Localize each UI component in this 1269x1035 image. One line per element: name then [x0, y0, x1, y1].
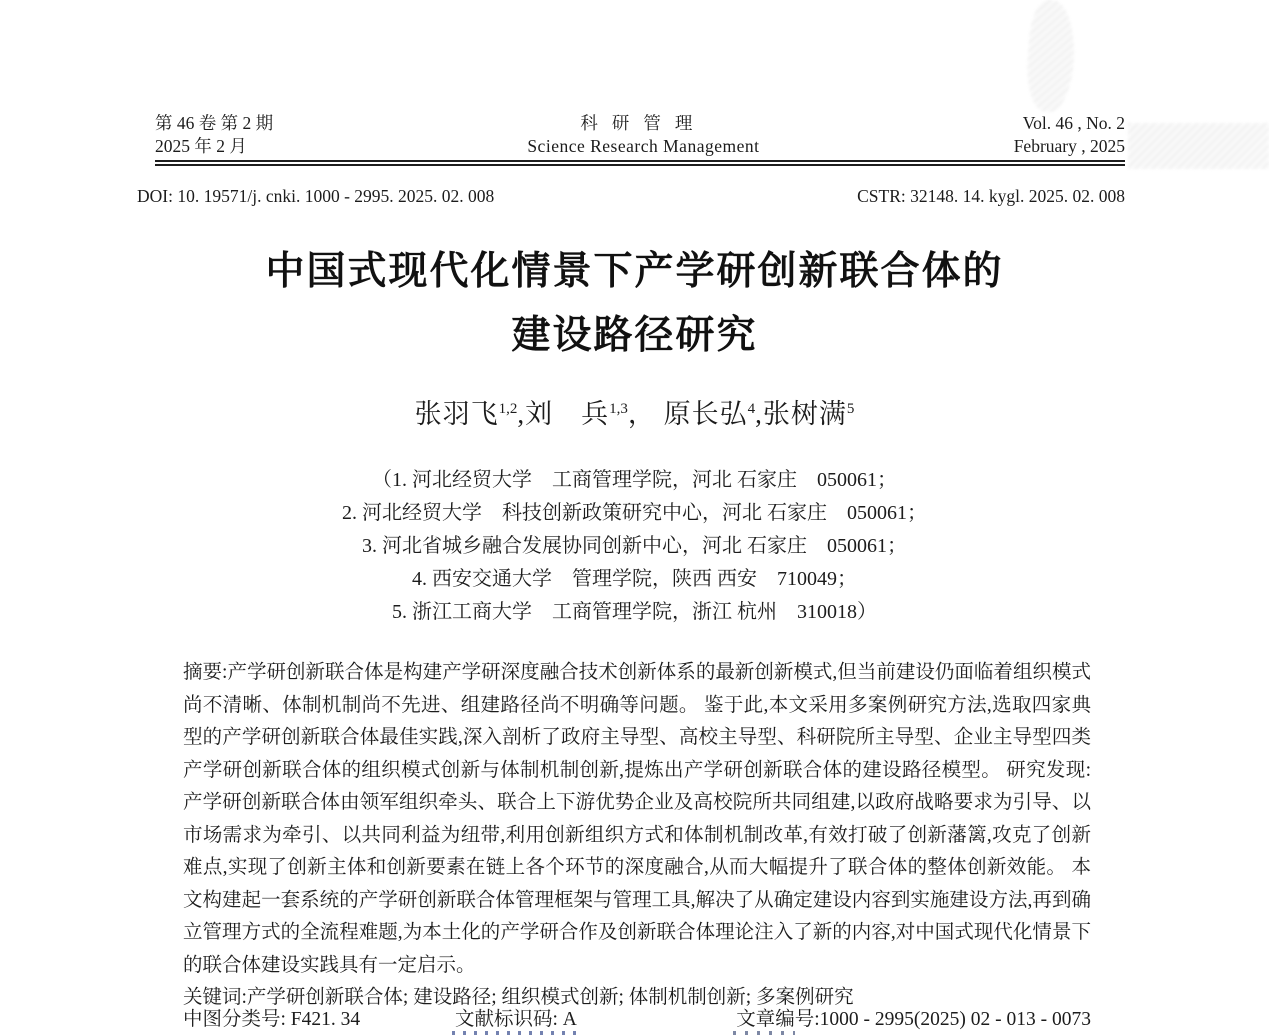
journal-title-en: Science Research Management: [527, 136, 760, 156]
cutoff-text-specks: [733, 1031, 795, 1035]
article-number: [736, 1003, 1091, 1031]
article-number-value: 1000 - 2995(2025) 02 - 013 - 0073: [819, 1009, 1091, 1030]
cutoff-text-specks: [452, 1031, 577, 1035]
clc-number: [183, 1003, 360, 1031]
keywords-text: 产学研创新联合体; 建设路径; 组织模式创新; 体制机制创新; 多案例研究: [246, 987, 854, 1008]
author-superscript: 5: [846, 401, 855, 417]
paper-title-line1: 中国式现代化情景下产学研创新联合体的: [265, 250, 1004, 293]
author-superscript: 1,2: [498, 401, 518, 417]
cstr-text: CSTR: 32148. 14. kygl. 2025. 02. 008: [857, 186, 1125, 206]
paper-title-line2: 建设路径研究: [511, 314, 758, 357]
authors-line: [0, 392, 1269, 431]
author-separator: ,: [755, 399, 763, 429]
abstract-block: [183, 657, 1091, 1015]
affiliation-line: 4. 西安交通大学 管理学院，陕西 西安 710049；: [412, 568, 857, 590]
affiliations-block: [0, 464, 1269, 629]
author-name: 刘 兵: [525, 399, 610, 429]
paper-title: [0, 240, 1269, 368]
volume-issue-line: 第 46 卷 第 2 期: [155, 113, 274, 133]
author-superscript: 4: [747, 401, 756, 417]
date-line-en: February , 2025: [1013, 136, 1125, 156]
document-code-value: A: [562, 1009, 577, 1030]
affiliation-line: 2. 河北经贸大学 科技创新政策研究中心，河北 石家庄 050061；: [342, 502, 927, 524]
author-name: 原长弘: [663, 399, 748, 429]
abstract-paragraph: [183, 657, 1091, 982]
keywords-label: 关键词:: [183, 987, 247, 1008]
classification-row: [183, 1003, 1091, 1029]
masthead-journal-title: [527, 112, 759, 158]
journal-masthead: [155, 112, 1125, 158]
abstract-text: 产学研创新联合体是构建产学研深度融合技术创新体系的最新创新模式,但当前建设仍面临着组织模式尚不清晰、体制机制尚不先进、组建路径尚不明确等问题。 鉴于此,本文采用多案例研究方法,选取四家典型的产学研创新联合体最佳实践,深入剖析了政府主导型、高校主导型、科研院所主导型、企业主导型四类产学研创新联合体的组织模式创新与体制机制创新,提炼出产学研创新联合体的建设路径模型。 研究发现:产学研创新联合体由领军组织牵头、联合上下游优势企业及高校院所共同组建,以政府战略要求为引导、以市场需求为牵引、以共同利益为纽带,利用创新组织方式和体制机制改革,有效打破了创新藩篱,攻克了创新难点,实现了创新主体和创新要素在链上各个环节的深度融合,从而大幅提升了联合体的整体创新效能。 本文构建起一套系统的产学研创新联合体管理框架与管理工具,解决了从确定建设内容到实施建设方法,再到确立管理方式的全流程难题,为本土化的产学研合作及创新联合体理论注入了新的内容,对中国式现代化情景下的联合体建设实践具有一定启示。: [183, 662, 1091, 976]
identifier-row: [137, 186, 1125, 207]
article-number-label: 文章编号:: [736, 1009, 820, 1030]
masthead-volume-issue-en: [1014, 112, 1125, 158]
author-name: 张羽飞: [414, 399, 499, 429]
author-separator: ，: [627, 399, 664, 429]
document-code: [455, 1003, 577, 1031]
journal-title-cn: 科研管理: [580, 113, 707, 133]
clc-label: 中图分类号:: [183, 1009, 286, 1030]
scan-watermark-streak: [1024, 0, 1078, 113]
scan-watermark-blob: [1128, 123, 1269, 169]
author-superscript: 1,3: [609, 401, 628, 417]
affiliation-line: （1. 河北经贸大学 工商管理学院，河北 石家庄 050061；: [372, 469, 897, 491]
affiliation-line: 3. 河北省城乡融合发展协同创新中心，河北 石家庄 050061；: [362, 535, 907, 557]
author-name: 张树满: [762, 399, 847, 429]
date-line-cn: 2025 年 2 月: [155, 136, 247, 156]
masthead-divider: [155, 160, 1125, 166]
masthead-volume-issue-cn: [155, 112, 273, 158]
doi-text: DOI: 10. 19571/j. cnki. 1000 - 2995. 2025. 02. 008: [137, 186, 495, 206]
clc-value: F421. 34: [290, 1009, 361, 1030]
abstract-label: 摘要:: [183, 662, 228, 683]
volume-issue-line-en: Vol. 46 , No. 2: [1022, 113, 1125, 133]
document-code-label: 文献标识码:: [455, 1009, 558, 1030]
affiliation-line: 5. 浙江工商大学 工商管理学院，浙江 杭州 310018）: [392, 601, 877, 623]
author-separator: ,: [517, 399, 526, 429]
